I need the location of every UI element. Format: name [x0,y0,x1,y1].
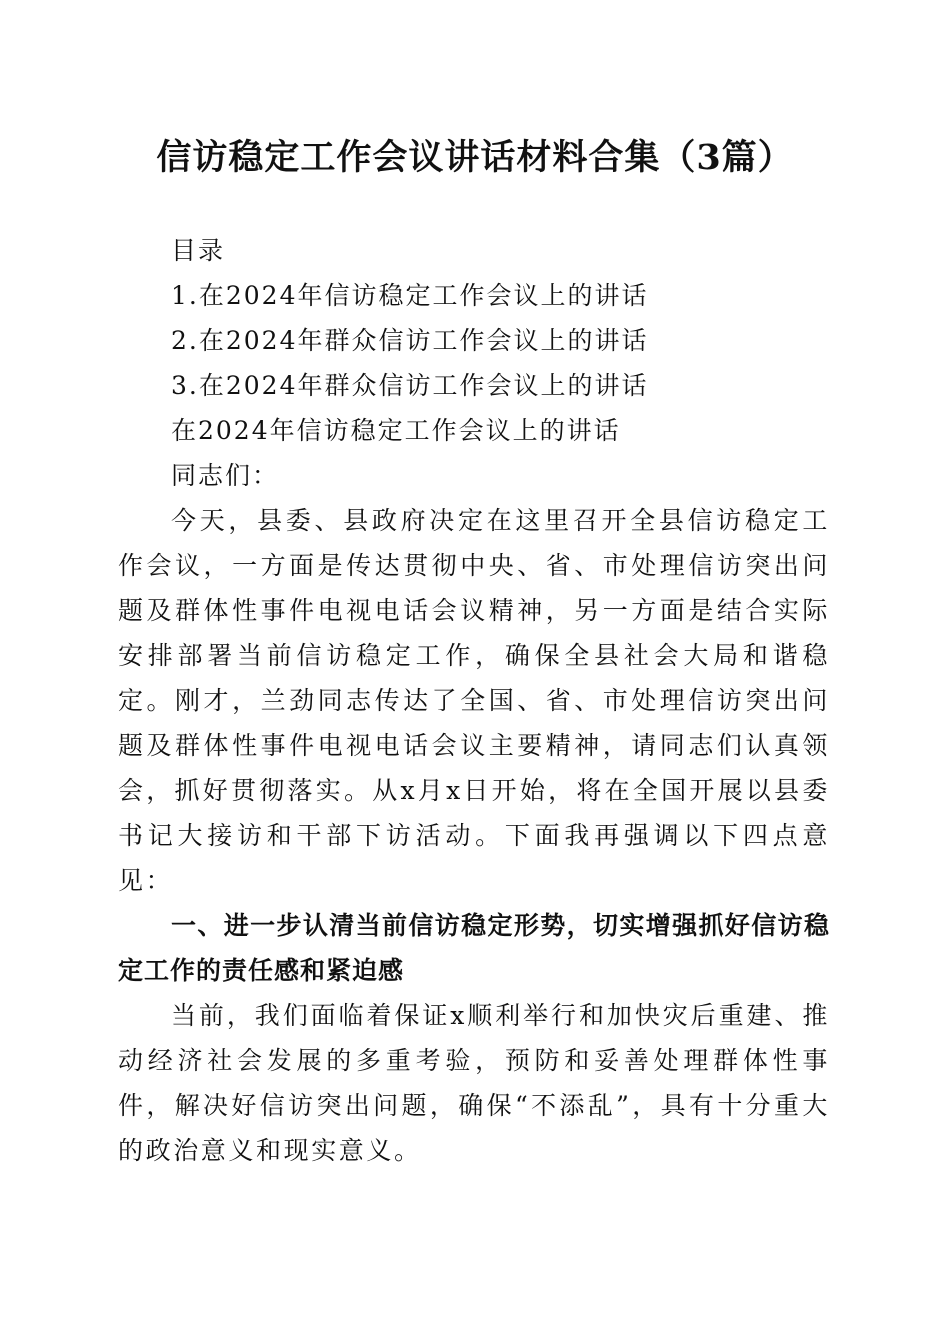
toc-item-2: 2.在2024年群众信访工作会议上的讲话 [171,326,649,355]
toc-item-1: 1.在2024年信访稳定工作会议上的讲话 [171,281,649,310]
document-body [118,228,830,1173]
salutation: 同志们： [171,461,280,490]
section-1-heading: 一、进一步认清当前信访稳定形势，切实增强抓好信访稳定工作的责任感和紧迫感 [118,911,830,985]
document-title: 信访稳定工作会议讲话材料合集（3篇） [156,137,794,178]
speech-title: 在2024年信访稳定工作会议上的讲话 [171,416,621,445]
toc-item-3: 3.在2024年群众信访工作会议上的讲话 [171,371,649,400]
paragraph-2: 当前，我们面临着保证x顺利举行和加快灾后重建、推动经济社会发展的多重考验，预防和妥善处理群体性事件，解决好信访突出问题，确保“不添乱”，具有十分重大的政治意义和现实意义。 [118,1001,830,1165]
paragraph-1: 今天，县委、县政府决定在这里召开全县信访稳定工作会议，一方面是传达贯彻中央、省、市处理信访突出问题及群体性事件电视电话会议精神，另一方面是结合实际安排部署当前信访稳定工作，确保全县社会大局和谐稳定。刚才，兰劲同志传达了全国、省、市处理信访突出问题及群体性事件电视电话会议主要精神，请同志们认真领会，抓好贯彻落实。从x月x日开始，将在全国开展以县委书记大接访和干部下访活动。下面我再强调以下四点意见： [118,506,830,895]
toc-label: 目录 [171,236,226,265]
